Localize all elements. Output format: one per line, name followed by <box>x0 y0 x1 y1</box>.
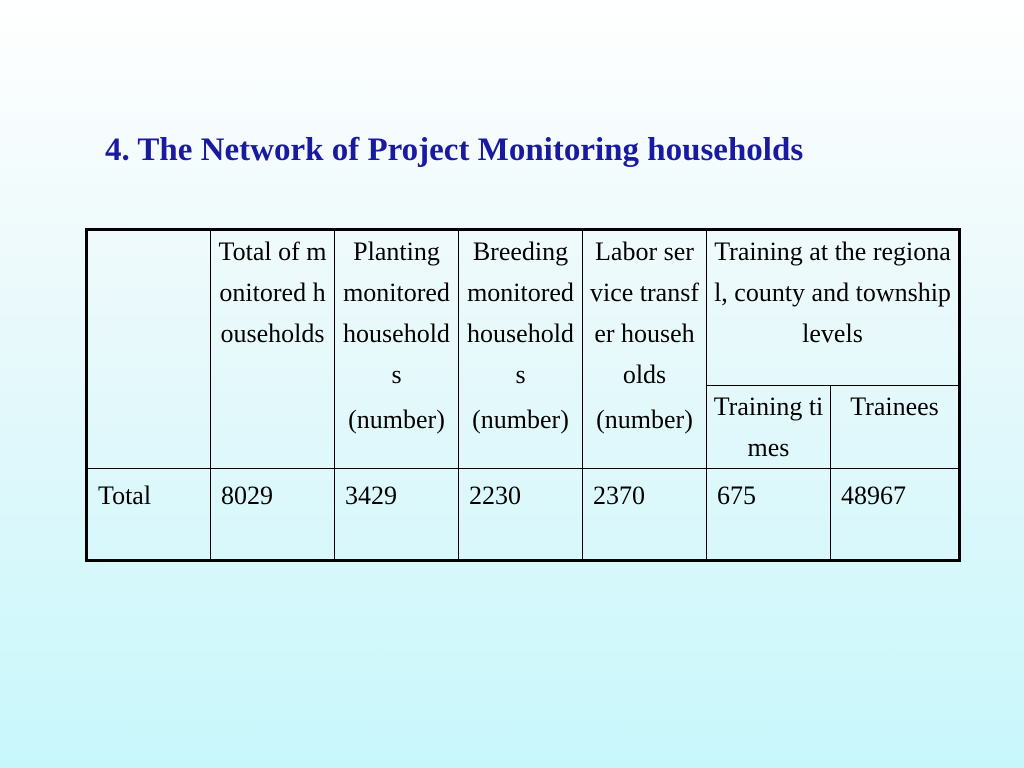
table-cell: 48967 <box>831 469 960 561</box>
column-header-label: Breeding monitored households <box>467 237 574 389</box>
slide-title: 4. The Network of Project Monitoring households <box>105 132 804 168</box>
table-cell: 2370 <box>583 469 707 561</box>
table-row <box>87 469 960 561</box>
column-header-breeding <box>459 230 583 469</box>
table-cell: 675 <box>707 469 831 561</box>
row-label: Total <box>87 469 211 561</box>
corner-cell <box>87 230 211 469</box>
column-header-labor <box>583 230 707 469</box>
table-cell: 3429 <box>335 469 459 561</box>
subheader-training-times: Training times <box>707 386 831 469</box>
column-header-label: Labor service transfer households <box>589 237 699 389</box>
monitoring-table <box>85 228 961 562</box>
column-header-unit: (number) <box>596 405 693 434</box>
column-header-planting <box>335 230 459 469</box>
column-header-total <box>211 230 335 469</box>
group-header-training: Training at the regional, county and township levels <box>707 230 960 386</box>
table-cell: 2230 <box>459 469 583 561</box>
column-header-unit: (number) <box>348 405 445 434</box>
header-row <box>87 230 960 386</box>
column-header-unit: (number) <box>472 405 569 434</box>
column-header-label: Planting monitored households <box>343 237 450 389</box>
column-header-label: Total of monitored households <box>218 237 327 348</box>
subheader-trainees: Trainees <box>831 386 960 469</box>
table-cell: 8029 <box>211 469 335 561</box>
